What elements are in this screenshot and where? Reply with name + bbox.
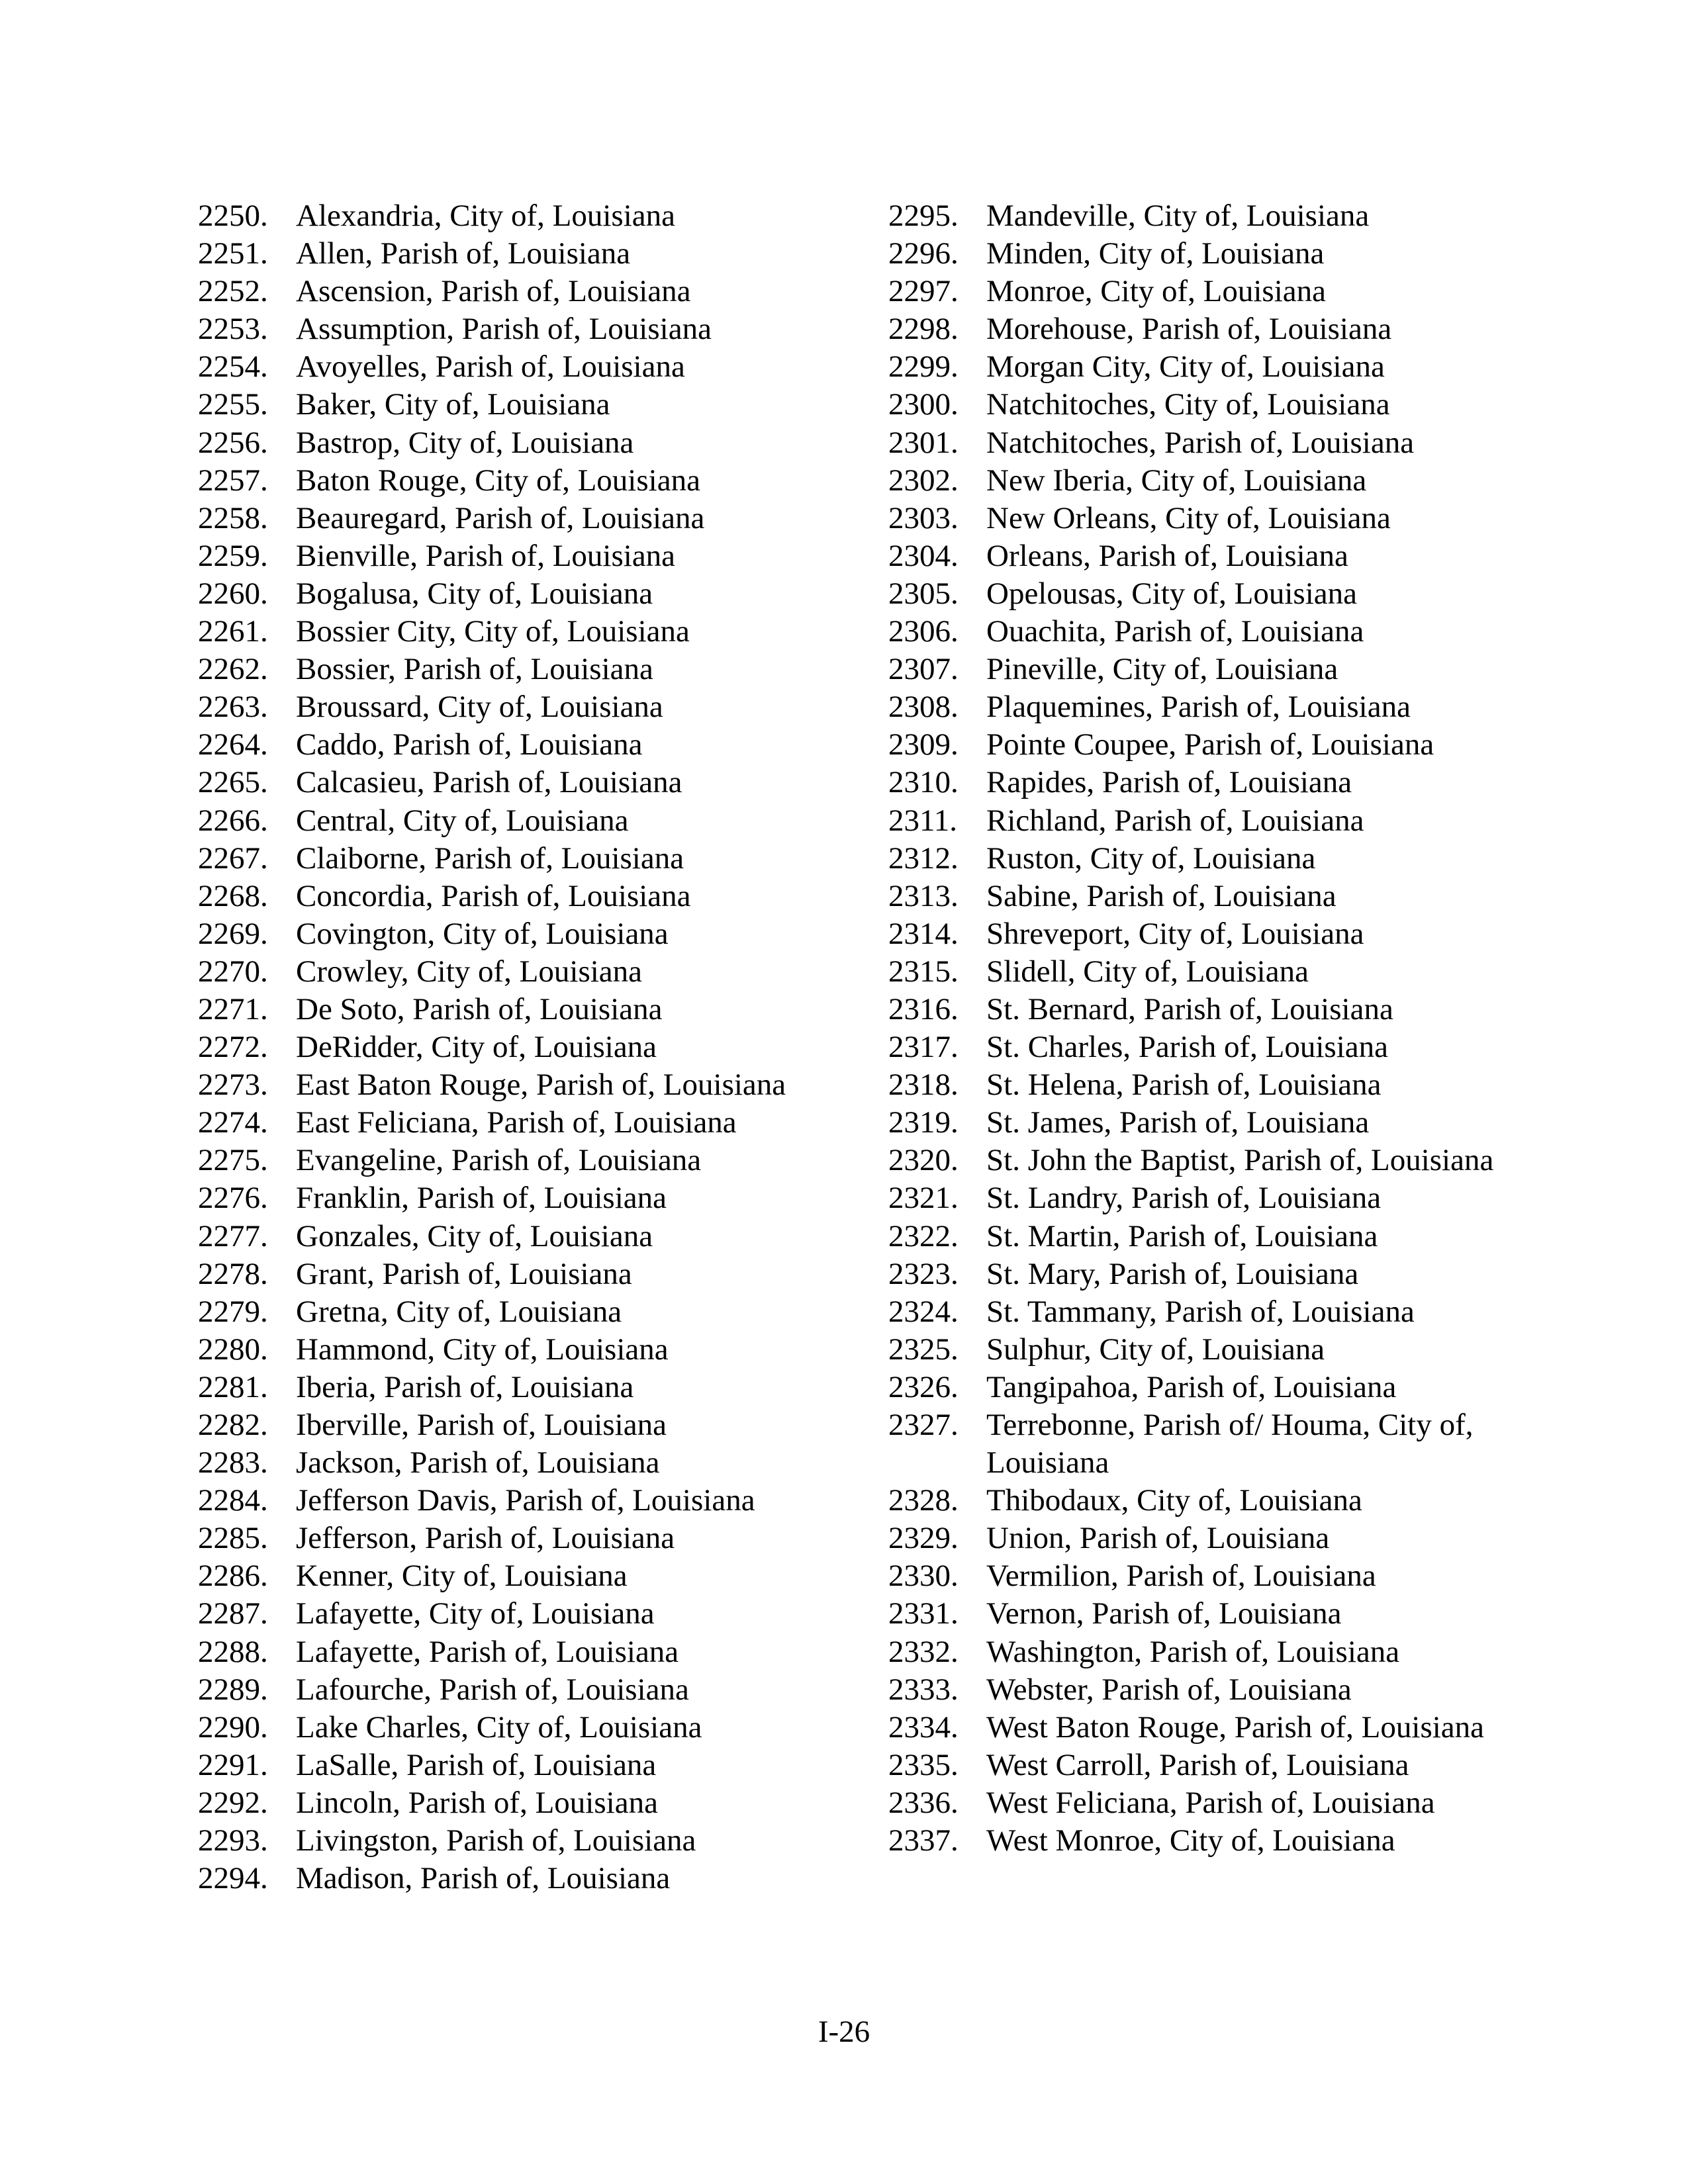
item-name: Vernon, Parish of, Louisiana xyxy=(986,1596,1342,1631)
item-name: Natchitoches, City of, Louisiana xyxy=(986,387,1390,422)
list-item xyxy=(888,1293,1517,1331)
item-name: St. John the Baptist, Parish of, Louisiana xyxy=(986,1143,1494,1178)
list-item xyxy=(198,348,827,386)
list-item xyxy=(888,1633,1517,1671)
item-number: 2252. xyxy=(198,274,268,309)
list-item xyxy=(888,310,1517,348)
item-number: 2290. xyxy=(198,1709,268,1745)
list-item xyxy=(888,500,1517,537)
list-item xyxy=(888,537,1517,575)
item-number: 2324. xyxy=(888,1294,959,1329)
list-item xyxy=(198,1406,827,1444)
list-item xyxy=(198,953,827,991)
item-number: 2334. xyxy=(888,1709,959,1745)
item-name: Mandeville, City of, Louisiana xyxy=(986,199,1370,233)
item-name: Allen, Parish of, Louisiana xyxy=(296,236,631,271)
item-name: Gonzales, City of, Louisiana xyxy=(296,1218,653,1253)
list-item xyxy=(198,1331,827,1369)
item-name: West Baton Rouge, Parish of, Louisiana xyxy=(986,1709,1485,1745)
list-item xyxy=(888,1331,1517,1369)
item-number: 2319. xyxy=(888,1105,959,1140)
list-item xyxy=(198,310,827,348)
item-name: Terrebonne, Parish of/ Houma, City of, Louisiana xyxy=(986,1408,1474,1480)
item-name: Rapides, Parish of, Louisiana xyxy=(986,765,1352,800)
item-number: 2331. xyxy=(888,1596,959,1631)
item-number: 2295. xyxy=(888,199,959,233)
item-name: Orleans, Parish of, Louisiana xyxy=(986,538,1348,573)
item-name: Plaquemines, Parish of, Louisiana xyxy=(986,690,1411,725)
item-name: St. Martin, Parish of, Louisiana xyxy=(986,1218,1378,1253)
item-number: 2284. xyxy=(198,1483,268,1518)
item-number: 2315. xyxy=(888,954,959,989)
item-number: 2270. xyxy=(198,954,268,989)
item-name: Iberia, Parish of, Louisiana xyxy=(296,1369,634,1404)
list-item xyxy=(198,1671,827,1709)
item-number: 2273. xyxy=(198,1068,268,1103)
list-item xyxy=(198,1142,827,1179)
item-name: Kenner, City of, Louisiana xyxy=(296,1559,628,1594)
list-item xyxy=(888,1104,1517,1142)
list-item xyxy=(888,1557,1517,1595)
item-name: Crowley, City of, Louisiana xyxy=(296,954,643,989)
item-number: 2280. xyxy=(198,1332,268,1367)
item-number: 2327. xyxy=(888,1408,959,1442)
item-name: Opelousas, City of, Louisiana xyxy=(986,576,1358,611)
item-name: DeRidder, City of, Louisiana xyxy=(296,1030,657,1065)
item-number: 2310. xyxy=(888,765,959,800)
list-item xyxy=(198,1444,827,1482)
left-column xyxy=(198,197,827,1897)
page-number: I-26 xyxy=(818,2015,870,2049)
item-name: Ruston, City of, Louisiana xyxy=(986,841,1316,876)
item-number: 2328. xyxy=(888,1483,959,1518)
item-number: 2329. xyxy=(888,1521,959,1556)
item-name: New Orleans, City of, Louisiana xyxy=(986,500,1391,535)
item-name: Shreveport, City of, Louisiana xyxy=(986,916,1364,951)
list-item xyxy=(888,840,1517,878)
list-item xyxy=(888,424,1517,462)
list-item xyxy=(198,1633,827,1671)
item-number: 2311. xyxy=(888,803,958,838)
item-name: Jefferson Davis, Parish of, Louisiana xyxy=(296,1483,755,1518)
item-name: Livingston, Parish of, Louisiana xyxy=(296,1823,696,1858)
item-name: Evangeline, Parish of, Louisiana xyxy=(296,1143,702,1178)
list-item xyxy=(888,1179,1517,1217)
list-item xyxy=(198,613,827,651)
item-number: 2254. xyxy=(198,349,268,385)
item-number: 2288. xyxy=(198,1634,268,1669)
item-number: 2336. xyxy=(888,1785,959,1820)
list-item xyxy=(198,1255,827,1293)
list-item xyxy=(888,1406,1517,1482)
item-number: 2322. xyxy=(888,1218,959,1253)
list-item xyxy=(198,424,827,462)
item-number: 2286. xyxy=(198,1559,268,1594)
item-name: Lake Charles, City of, Louisiana xyxy=(296,1709,702,1745)
list-item xyxy=(888,197,1517,235)
list-item xyxy=(198,840,827,878)
item-number: 2296. xyxy=(888,236,959,271)
list-item xyxy=(198,235,827,273)
list-item xyxy=(198,1784,827,1822)
item-number: 2323. xyxy=(888,1256,959,1291)
list-item xyxy=(888,726,1517,764)
list-item xyxy=(888,991,1517,1028)
list-item xyxy=(198,651,827,688)
item-number: 2330. xyxy=(888,1559,959,1594)
item-name: Lafayette, City of, Louisiana xyxy=(296,1596,655,1631)
list-item xyxy=(198,1218,827,1255)
item-name: Ascension, Parish of, Louisiana xyxy=(296,274,691,309)
list-item xyxy=(198,1520,827,1557)
list-item xyxy=(198,386,827,424)
list-item xyxy=(198,726,827,764)
list-item xyxy=(888,1066,1517,1104)
item-name: Assumption, Parish of, Louisiana xyxy=(296,312,712,347)
item-name: Jackson, Parish of, Louisiana xyxy=(296,1445,660,1480)
item-name: Hammond, City of, Louisiana xyxy=(296,1332,669,1367)
item-name: Franklin, Parish of, Louisiana xyxy=(296,1181,667,1216)
item-name: De Soto, Parish of, Louisiana xyxy=(296,991,663,1026)
list-item xyxy=(198,1557,827,1595)
item-number: 2292. xyxy=(198,1785,268,1820)
list-item xyxy=(198,575,827,613)
item-name: Washington, Parish of, Louisiana xyxy=(986,1634,1400,1669)
item-number: 2318. xyxy=(888,1068,959,1103)
item-name: Avoyelles, Parish of, Louisiana xyxy=(296,349,685,385)
list-item xyxy=(198,1482,827,1520)
item-number: 2317. xyxy=(888,1030,959,1065)
item-number: 2291. xyxy=(198,1747,268,1782)
item-number: 2283. xyxy=(198,1445,268,1480)
item-number: 2263. xyxy=(198,690,268,725)
list-item xyxy=(888,1671,1517,1709)
item-number: 2287. xyxy=(198,1596,268,1631)
item-name: Sabine, Parish of, Louisiana xyxy=(986,878,1336,913)
list-item xyxy=(198,764,827,801)
list-item xyxy=(198,1822,827,1860)
item-name: Baton Rouge, City of, Louisiana xyxy=(296,463,700,498)
item-name: Beauregard, Parish of, Louisiana xyxy=(296,500,705,535)
item-number: 2314. xyxy=(888,916,959,951)
item-name: Jefferson, Parish of, Louisiana xyxy=(296,1521,675,1556)
item-number: 2255. xyxy=(198,387,268,422)
item-number: 2261. xyxy=(198,614,268,649)
item-name: Minden, City of, Louisiana xyxy=(986,236,1325,271)
item-name: LaSalle, Parish of, Louisiana xyxy=(296,1747,657,1782)
list-item xyxy=(198,802,827,840)
item-number: 2326. xyxy=(888,1369,959,1404)
item-number: 2267. xyxy=(198,841,268,876)
list-item xyxy=(198,537,827,575)
item-name: Gretna, City of, Louisiana xyxy=(296,1294,622,1329)
list-item xyxy=(888,1709,1517,1747)
item-number: 2278. xyxy=(198,1256,268,1291)
list-item xyxy=(198,273,827,310)
item-name: Sulphur, City of, Louisiana xyxy=(986,1332,1325,1367)
list-item xyxy=(888,1482,1517,1520)
item-name: Lincoln, Parish of, Louisiana xyxy=(296,1785,658,1820)
list-item xyxy=(198,1369,827,1406)
item-name: East Feliciana, Parish of, Louisiana xyxy=(296,1105,737,1140)
item-name: St. Helena, Parish of, Louisiana xyxy=(986,1068,1382,1103)
list-item xyxy=(888,1595,1517,1633)
item-number: 2279. xyxy=(198,1294,268,1329)
list-item xyxy=(198,915,827,953)
item-number: 2313. xyxy=(888,878,959,913)
list-item xyxy=(888,273,1517,310)
list-item xyxy=(888,1218,1517,1255)
item-number: 2303. xyxy=(888,500,959,535)
list-item xyxy=(888,1520,1517,1557)
list-item xyxy=(198,197,827,235)
item-name: Morgan City, City of, Louisiana xyxy=(986,349,1385,385)
list-item xyxy=(888,575,1517,613)
list-item xyxy=(888,1369,1517,1406)
list-item xyxy=(888,235,1517,273)
item-name: Morehouse, Parish of, Louisiana xyxy=(986,312,1392,347)
item-number: 2275. xyxy=(198,1143,268,1178)
item-number: 2272. xyxy=(198,1030,268,1065)
list-item xyxy=(888,1142,1517,1179)
item-name: St. Mary, Parish of, Louisiana xyxy=(986,1256,1359,1291)
item-name: New Iberia, City of, Louisiana xyxy=(986,463,1367,498)
list-item xyxy=(198,1293,827,1331)
item-name: St. James, Parish of, Louisiana xyxy=(986,1105,1370,1140)
item-number: 2325. xyxy=(888,1332,959,1367)
item-name: Webster, Parish of, Louisiana xyxy=(986,1672,1352,1707)
list-item xyxy=(888,688,1517,726)
list-item xyxy=(198,1709,827,1747)
list-item xyxy=(888,386,1517,424)
item-name: Calcasieu, Parish of, Louisiana xyxy=(296,765,682,800)
list-item xyxy=(888,1028,1517,1066)
item-number: 2271. xyxy=(198,991,268,1026)
item-number: 2301. xyxy=(888,425,959,460)
item-number: 2321. xyxy=(888,1181,959,1216)
item-number: 2307. xyxy=(888,652,959,687)
item-number: 2306. xyxy=(888,614,959,649)
item-number: 2256. xyxy=(198,425,268,460)
item-number: 2264. xyxy=(198,727,268,762)
list-item xyxy=(198,688,827,726)
item-number: 2289. xyxy=(198,1672,268,1707)
item-number: 2285. xyxy=(198,1521,268,1556)
item-number: 2304. xyxy=(888,538,959,573)
item-name: Caddo, Parish of, Louisiana xyxy=(296,727,643,762)
item-number: 2274. xyxy=(198,1105,268,1140)
item-number: 2260. xyxy=(198,576,268,611)
item-name: Natchitoches, Parish of, Louisiana xyxy=(986,425,1415,460)
item-name: Vermilion, Parish of, Louisiana xyxy=(986,1559,1376,1594)
item-name: Madison, Parish of, Louisiana xyxy=(296,1861,671,1896)
item-number: 2266. xyxy=(198,803,268,838)
item-name: Bossier City, City of, Louisiana xyxy=(296,614,690,649)
list-item xyxy=(888,1822,1517,1860)
list-item xyxy=(888,1255,1517,1293)
item-number: 2332. xyxy=(888,1634,959,1669)
item-number: 2269. xyxy=(198,916,268,951)
list-item xyxy=(198,1028,827,1066)
item-name: Grant, Parish of, Louisiana xyxy=(296,1256,632,1291)
item-number: 2308. xyxy=(888,690,959,725)
item-number: 2294. xyxy=(198,1861,268,1896)
item-name: West Monroe, City of, Louisiana xyxy=(986,1823,1395,1858)
item-number: 2297. xyxy=(888,274,959,309)
list-item xyxy=(198,1104,827,1142)
item-name: Central, City of, Louisiana xyxy=(296,803,629,838)
right-column xyxy=(888,197,1517,1860)
item-name: Lafayette, Parish of, Louisiana xyxy=(296,1634,679,1669)
list-item xyxy=(198,878,827,915)
item-number: 2337. xyxy=(888,1823,959,1858)
item-name: St. Landry, Parish of, Louisiana xyxy=(986,1181,1382,1216)
item-number: 2258. xyxy=(198,500,268,535)
item-number: 2320. xyxy=(888,1143,959,1178)
item-number: 2268. xyxy=(198,878,268,913)
item-number: 2298. xyxy=(888,312,959,347)
list-item xyxy=(198,500,827,537)
list-item xyxy=(198,1860,827,1897)
item-name: Monroe, City of, Louisiana xyxy=(986,274,1327,309)
list-item xyxy=(888,651,1517,688)
item-number: 2282. xyxy=(198,1408,268,1442)
list-item xyxy=(198,1179,827,1217)
item-name: Tangipahoa, Parish of, Louisiana xyxy=(986,1369,1397,1404)
item-number: 2333. xyxy=(888,1672,959,1707)
item-name: Slidell, City of, Louisiana xyxy=(986,954,1309,989)
item-name: Bogalusa, City of, Louisiana xyxy=(296,576,653,611)
list-item xyxy=(888,613,1517,651)
list-item xyxy=(888,462,1517,500)
list-item xyxy=(888,878,1517,915)
item-number: 2281. xyxy=(198,1369,268,1404)
item-name: Alexandria, City of, Louisiana xyxy=(296,199,675,233)
item-name: Richland, Parish of, Louisiana xyxy=(986,803,1364,838)
item-name: Pointe Coupee, Parish of, Louisiana xyxy=(986,727,1434,762)
list-item xyxy=(888,348,1517,386)
item-name: St. Charles, Parish of, Louisiana xyxy=(986,1030,1389,1065)
item-number: 2253. xyxy=(198,312,268,347)
item-number: 2305. xyxy=(888,576,959,611)
item-number: 2302. xyxy=(888,463,959,498)
list-item xyxy=(198,991,827,1028)
item-number: 2293. xyxy=(198,1823,268,1858)
item-number: 2262. xyxy=(198,652,268,687)
item-name: St. Bernard, Parish of, Louisiana xyxy=(986,991,1393,1026)
item-name: West Carroll, Parish of, Louisiana xyxy=(986,1747,1409,1782)
item-number: 2276. xyxy=(198,1181,268,1216)
item-number: 2257. xyxy=(198,463,268,498)
item-name: Pineville, City of, Louisiana xyxy=(986,652,1338,687)
item-number: 2309. xyxy=(888,727,959,762)
item-name: Baker, City of, Louisiana xyxy=(296,387,610,422)
item-name: Ouachita, Parish of, Louisiana xyxy=(986,614,1364,649)
item-name: Bienville, Parish of, Louisiana xyxy=(296,538,676,573)
item-number: 2316. xyxy=(888,991,959,1026)
item-name: Union, Parish of, Louisiana xyxy=(986,1521,1330,1556)
list-item xyxy=(888,953,1517,991)
item-name: Thibodaux, City of, Louisiana xyxy=(986,1483,1362,1518)
item-name: Covington, City of, Louisiana xyxy=(296,916,669,951)
item-number: 2300. xyxy=(888,387,959,422)
item-number: 2299. xyxy=(888,349,959,385)
item-name: Iberville, Parish of, Louisiana xyxy=(296,1408,667,1442)
item-name: East Baton Rouge, Parish of, Louisiana xyxy=(296,1068,786,1103)
list-item xyxy=(888,1747,1517,1784)
list-item xyxy=(198,1747,827,1784)
item-name: St. Tammany, Parish of, Louisiana xyxy=(986,1294,1415,1329)
item-name: West Feliciana, Parish of, Louisiana xyxy=(986,1785,1435,1820)
item-number: 2277. xyxy=(198,1218,268,1253)
item-name: Concordia, Parish of, Louisiana xyxy=(296,878,691,913)
list-item xyxy=(888,802,1517,840)
item-number: 2265. xyxy=(198,765,268,800)
item-number: 2259. xyxy=(198,538,268,573)
list-item xyxy=(198,1595,827,1633)
list-item xyxy=(888,764,1517,801)
list-item xyxy=(198,462,827,500)
item-name: Bossier, Parish of, Louisiana xyxy=(296,652,653,687)
item-number: 2250. xyxy=(198,199,268,233)
item-name: Broussard, City of, Louisiana xyxy=(296,690,663,725)
list-item xyxy=(888,1784,1517,1822)
item-name: Lafourche, Parish of, Louisiana xyxy=(296,1672,689,1707)
list-item xyxy=(198,1066,827,1104)
item-number: 2335. xyxy=(888,1747,959,1782)
item-number: 2251. xyxy=(198,236,268,271)
item-number: 2312. xyxy=(888,841,959,876)
list-item xyxy=(888,915,1517,953)
item-name: Bastrop, City of, Louisiana xyxy=(296,425,634,460)
item-name: Claiborne, Parish of, Louisiana xyxy=(296,841,684,876)
